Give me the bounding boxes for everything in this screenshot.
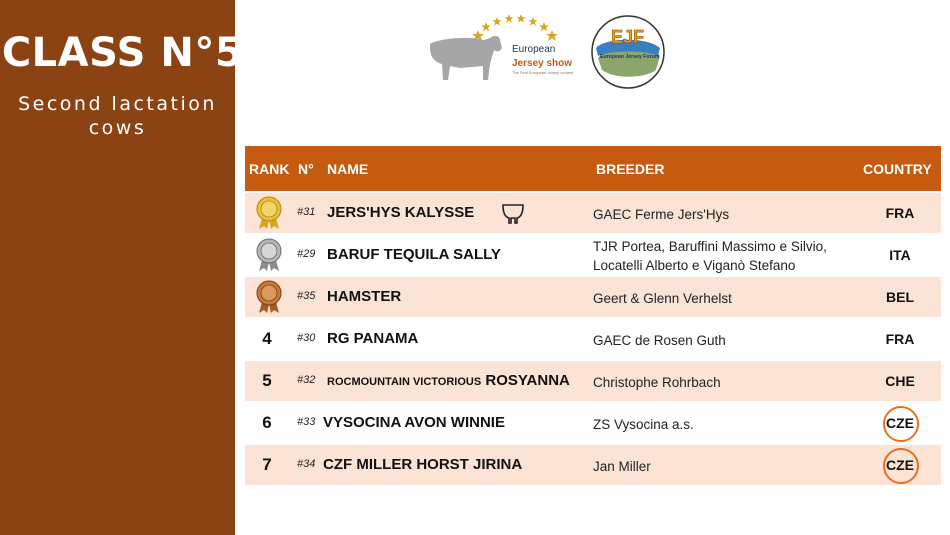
breeder: Geert & Glenn Verhelst: [593, 291, 732, 306]
entry-number: #31: [297, 206, 316, 218]
table-row: [245, 317, 941, 359]
country: FRA: [885, 205, 915, 221]
table-row: [245, 191, 941, 233]
table-row: [245, 233, 941, 275]
country: ITA: [889, 247, 911, 263]
ejf-letters: EJF: [611, 27, 645, 47]
header-breeder: BREEDER: [596, 161, 665, 177]
cow-name: VYSOCINA AVON WINNIE: [323, 414, 505, 431]
cow-name: HAMSTER: [327, 288, 402, 305]
stars-icon: [472, 14, 558, 41]
entry-number: #33: [297, 416, 316, 428]
ejf-name: European Jersey Forum: [600, 54, 660, 60]
ejs-tagline: The First European Jersey contest: [512, 70, 574, 75]
table-row: [245, 401, 941, 443]
ejs-line2: Jersey show: [512, 58, 573, 69]
rank: 4: [262, 329, 272, 348]
logos: [420, 8, 680, 96]
bronze-medal-icon: [255, 280, 283, 314]
breeder: ZS Vysocina a.s.: [593, 417, 694, 432]
breeder: GAEC de Rosen Guth: [593, 333, 726, 348]
header-num: N°: [298, 161, 314, 177]
breeder: Jan Miller: [593, 459, 651, 474]
ejf-logo-icon: [592, 16, 664, 88]
udder-icon: [501, 201, 525, 225]
table-row: [245, 275, 941, 317]
breeder-line-1: TJR Portea, Baruffini Massimo e Silvio,: [593, 239, 827, 254]
country: FRA: [885, 331, 915, 347]
rank: 6: [262, 413, 272, 432]
cow-name-main: ROSYANNA: [485, 372, 570, 389]
breeder: Christophe Rohrbach: [593, 375, 721, 390]
results-table: [245, 146, 941, 485]
table-row: [245, 443, 941, 485]
sidebar: [0, 0, 235, 535]
entry-number: #30: [297, 332, 316, 344]
class-subtitle: Second lactation cows: [18, 93, 217, 139]
class-title: CLASS N°5: [1, 30, 244, 76]
cow-name: [327, 372, 570, 389]
rank: 5: [262, 371, 272, 390]
ejs-line1: European: [512, 44, 556, 55]
silver-medal-icon: [255, 238, 283, 272]
cow-icon: [430, 36, 502, 80]
cow-name-prefix: ROCMOUNTAIN VICTORIOUS: [327, 376, 482, 388]
header-rank: RANK: [249, 161, 290, 177]
cow-name: RG PANAMA: [327, 330, 419, 347]
breeder: GAEC Ferme Jers'Hys: [593, 207, 730, 222]
entry-number: #32: [297, 374, 316, 386]
breeder: [593, 237, 827, 275]
cow-name: JERS'HYS KALYSSE: [327, 204, 475, 221]
header-name: NAME: [327, 161, 369, 177]
entry-number: #29: [297, 248, 316, 260]
breeder-line-2: Locatelli Alberto e Viganò Stefano: [593, 258, 796, 273]
gold-medal-icon: [255, 196, 283, 230]
rank: 7: [262, 455, 272, 474]
table-row: [245, 359, 941, 401]
country: CZE: [886, 415, 914, 431]
cow-name: CZF MILLER HORST JIRINA: [323, 456, 523, 473]
header-country: COUNTRY: [863, 161, 932, 177]
table-header: [245, 146, 941, 191]
country: CZE: [886, 457, 914, 473]
country: CHE: [885, 373, 915, 389]
entry-number: #34: [297, 458, 316, 470]
entry-number: #35: [297, 290, 316, 302]
cow-name: BARUF TEQUILA SALLY: [327, 246, 501, 263]
country: BEL: [886, 289, 914, 305]
